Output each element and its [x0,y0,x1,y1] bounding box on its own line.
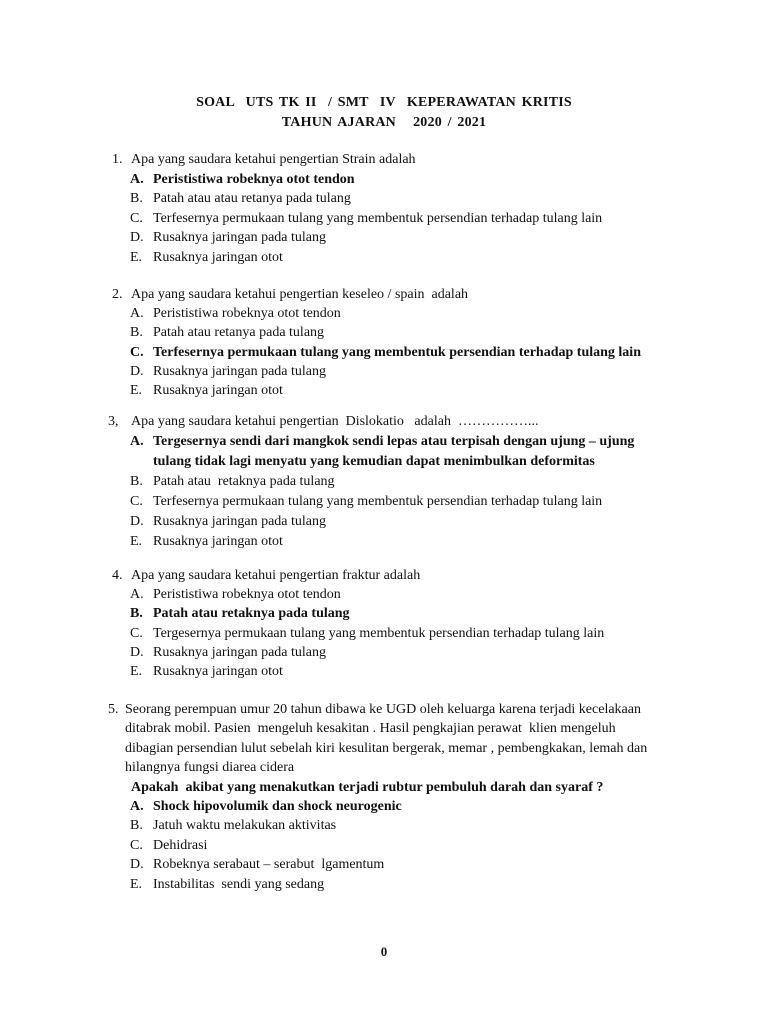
question-stem: Apa yang saudara ketahui pengertian Strain adalah [131,152,416,167]
option-text: Rusaknya jaringan otot [153,383,283,398]
option-letter: E. [130,534,143,549]
question-number: 2. [112,287,123,302]
academic-year: TAHUN AJARAN 2020 / 2021 [281,115,487,130]
option-letter: E. [130,664,143,679]
option-text: Terfesernya permukaan tulang yang membentuk persendian terhadap tulang lain [153,210,603,226]
option-text: Patah atau retaknya pada tulang [153,474,335,489]
option-letter: E. [130,383,143,398]
option-text: Patah atau atau retanya pada tulang [153,191,351,206]
option-text: Instabilitas sendi yang sedang [153,876,325,892]
option-letter: D. [130,857,144,873]
option-letter: C. [130,210,143,226]
option-text: Rusaknya jaringan otot [153,534,283,549]
question-stem: Seorang perempuan umur 20 tahun dibawa ke UGD oleh keluarga karena terjadi kecelakaan [125,702,641,717]
option-text: Rusaknya jaringan pada tulang [153,230,327,245]
correct-answer-text: Tergesernya sendi dari mangkok sendi lepas atau terpisah dengan ujung – ujung [153,434,635,449]
option-text: Rusaknya jaringan pada tulang [153,644,327,660]
correct-answer-text: tulang tidak lagi menyatu yang kemudian dapat menimbulkan deformitas [153,454,595,469]
question-stem: Apa yang saudara ketahui pengertian keseleo / spain adalah [131,287,469,302]
option-letter: B. [130,606,143,622]
option-letter: E. [130,876,143,892]
option-text: Dehidrasi [153,837,208,853]
option-text: Rusaknya jaringan otot [153,664,283,679]
question-stem: hilangnya fungsi diarea cidera [125,760,295,776]
option-text: Robeknya serabaut – serabut lgamentum [153,857,385,873]
exam-title: SOAL UTS TK II / SMT IV KEPERAWATAN KRITIS [196,95,572,110]
correct-answer-text: Terfesernya permukaan tulang yang membentuk persendian terhadap tulang lain [153,344,641,360]
option-text: Patah atau retanya pada tulang [153,325,325,341]
option-letter: C. [130,494,143,509]
correct-answer-text: Perististiwa robeknya otot tendon [153,171,355,187]
correct-answer-text: Patah atau retaknya pada tulang [153,606,350,622]
question-stem: ditabrak mobil. Pasien mengeluh kesakitan . Hasil pengkajian perawat klien mengeluh [125,721,616,737]
option-text: Tergesernya permukaan tulang yang membentuk persendian terhadap tulang lain [153,625,605,641]
option-letter: C. [130,837,143,853]
option-text: Jatuh waktu melakukan aktivitas [153,818,337,834]
option-letter: B. [130,474,143,489]
option-letter: D. [130,363,144,379]
option-text: Terfesernya permukaan tulang yang membentuk persendian terhadap tulang lain [153,494,603,509]
question-number: 4. [112,568,123,583]
option-text: Rusaknya jaringan pada tulang [153,514,327,529]
option-letter: A. [130,799,144,814]
question-prompt: Apakah akibat yang menakutkan terjadi rubtur pembuluh darah dan syaraf ? [131,779,604,795]
question-number: 3, [108,414,119,429]
page-number: 0 [380,944,388,959]
option-letter: B. [130,325,143,341]
option-letter: C. [130,625,143,641]
option-letter: B. [130,818,143,834]
option-letter: A. [130,306,144,322]
option-text: Rusaknya jaringan otot [153,249,283,265]
option-letter: D. [130,514,144,529]
question-number: 5. [108,702,119,717]
question-stem: dibagian persendian lulut sebelah kiri kesulitan bergerak, memar , pembengkakan, lemah dan [125,740,648,756]
question-stem: Apa yang saudara ketahui pengertian Dislokatio adalah ……………... [131,414,539,429]
option-letter: D. [130,644,144,660]
option-letter: D. [130,230,144,245]
option-letter: E. [130,249,143,265]
option-text: Rusaknya jaringan pada tulang [153,363,327,379]
option-letter: A. [130,171,144,187]
option-letter: B. [130,191,143,206]
option-letter: C. [130,344,144,360]
option-text: Perististiwa robeknya otot tendon [153,306,341,322]
question-number: 1. [112,152,123,167]
question-stem: Apa yang saudara ketahui pengertian fraktur adalah [131,568,421,583]
correct-answer-text: Shock hipovolumik dan shock neurogenic [153,799,402,814]
option-letter: A. [130,434,144,449]
option-letter: A. [130,587,144,603]
option-text: Perististiwa robeknya otot tendon [153,587,341,603]
